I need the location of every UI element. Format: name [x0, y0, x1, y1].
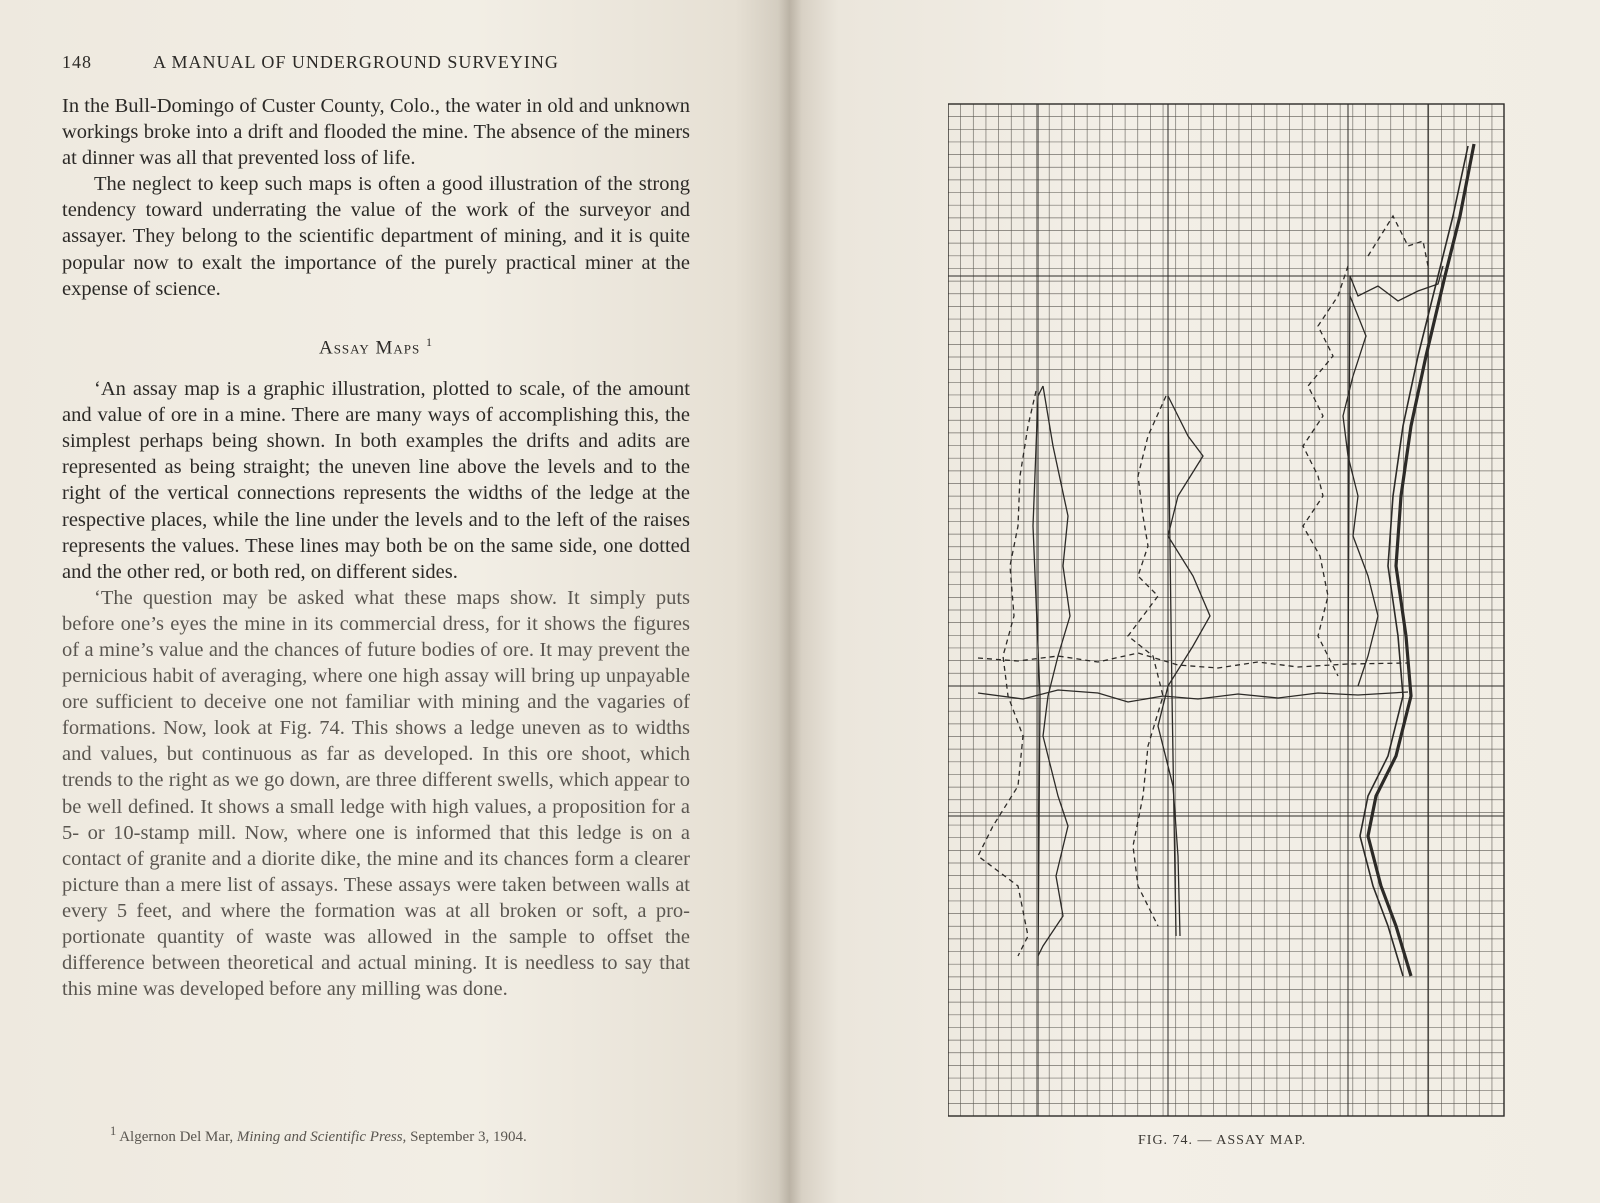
raise-2-line: [1168, 396, 1176, 936]
book-gutter: [778, 0, 802, 1203]
footnote: [110, 1124, 670, 1146]
paragraph-assay-map-definition: ‘An assay map is a graphic illustration, plotted to scale, of the amount and value of ore in a mine. There are many ways of accomplishing this, the simplest perhaps being shown. In both examples the drifts and adits are represented as being straight; the uneven line above the levels and to the right of the vertical connections represents the widths of the ledge at the respective places, while the line under the levels and to the left of the raises represents the values. These lines may both be on the same side, one dotted and the other red, or both red, on different sides.: [62, 378, 690, 583]
footnote-marker: 1: [110, 1124, 117, 1138]
running-title: A MANUAL OF UNDERGROUND SURVEYING: [153, 52, 559, 72]
footnote-reference: 1: [426, 334, 433, 349]
raise-1-width-line: [1038, 386, 1070, 956]
raise-2-value-line: [1128, 396, 1166, 926]
section-heading: [62, 329, 690, 361]
body-text: [62, 93, 690, 1002]
assay-map-drawing: [948, 96, 1518, 1124]
raise-3-value-top: [1368, 216, 1428, 266]
raise-3-line: [1348, 276, 1438, 686]
page-number: 148: [62, 52, 92, 72]
figure-caption: FIG. 74. — ASSAY MAP.: [1138, 1133, 1307, 1148]
footnote-author: Algernon Del Mar,: [119, 1129, 234, 1145]
raise-3-width-top: [1350, 266, 1443, 301]
assay-map-figure: [948, 96, 1518, 1124]
section-heading-text: Assay Maps: [318, 337, 421, 359]
paragraph-question: ‘The question may be asked what these maps show. It simply puts before one’s eyes the mine in its commercial dress, for it shows the figures of a mine’s value and the chances of future bodies of ore. It may prevent the pernicious habit of averaging, where one high assay will bring up unpayable ore sufficient to deceive one not familiar with mining and the vagaries of formations. Now, look at Fig. 74. This shows a ledge uneven as to widths and values, but continuous as far as developed. In this ore shoot, which trends to the right as we go down, are three different swells, which appear to be well defined. It shows a small ledge with high values, a proposition for a 5- or 10-stamp mill. Now, where one is informed that this ledge is on a contact of granite and a diorite dike, the mine and its chances form a clearer picture than a mere list of assays. These assays were taken between walls at every 5 feet, and where the formation was at all broken or soft, a proportionate quantity of waste was allowed in the sample to offset the difference between theoretical and actual mining. It is needless to say that this mine was developed before any milling was done.: [62, 586, 690, 1001]
paragraph-neglect: The neglect to keep such maps is often a good illustration of the strong tendency toward underrating the value of the work of the surveyor and assayer. They belong to the scientific department of mining, and it is quite popular now to exalt the importance of the purely practical miner at the expense of science.: [62, 173, 690, 300]
ledge-contact-line: [1360, 146, 1468, 976]
running-head: [62, 52, 702, 76]
level-line-solid: [978, 690, 1408, 702]
footnote-date: September 3, 1904.: [410, 1129, 527, 1145]
paragraph-bull-domingo: In the Bull-Domingo of Custer County, Colo., the water in old and unknown workings broke into a drift and flooded the mine. The absence of the miners at dinner was all that prevented loss of life.: [62, 95, 690, 170]
footnote-journal: Mining and Scientific Press,: [236, 1129, 407, 1145]
